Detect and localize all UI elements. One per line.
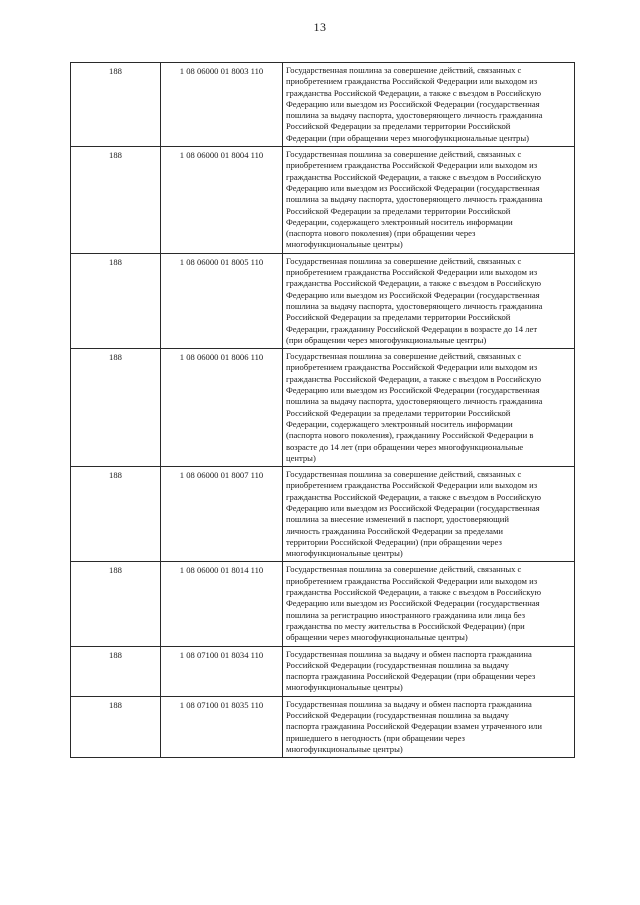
table-row xyxy=(71,562,575,646)
admin-code-cell: 188 xyxy=(71,696,161,757)
budget-code-cell: 1 08 07100 01 8035 110 xyxy=(161,696,283,757)
description-cell: Государственная пошлина за совершение действий, связанных с приобретением гражданства Российской Федерации или выходом из гражданства Российской Федерации, а также с въездом в Российскую Федерацию или выездом из Российской Федерации (государственная пошлина за выдачу паспорта, удостоверяющего личность гражданина Российской Федерации за пределами территории Российской Федерации, содержащего электронный носитель информации (паспорта нового поколения), гражданину Российской Федерации в возрасте до 14 лет (при обращении через многофункциональные центры) xyxy=(283,349,575,467)
admin-code-cell: 188 xyxy=(71,646,161,696)
table-row xyxy=(71,646,575,696)
admin-code-cell: 188 xyxy=(71,63,161,147)
table-row xyxy=(71,253,575,348)
budget-code-cell: 1 08 06000 01 8014 110 xyxy=(161,562,283,646)
table-row xyxy=(71,349,575,467)
description-cell: Государственная пошлина за совершение действий, связанных с приобретением гражданства Российской Федерации или выходом из гражданства Российской Федерации, а также с въездом в Российскую Федерацию или выездом из Российской Федерации (государственная пошлина за выдачу паспорта, удостоверяющего личность гражданина Российской Федерации за пределами территории Российской Федерации, содержащего электронный носитель информации (паспорта нового поколения) (при обращении через многофункциональные центры) xyxy=(283,147,575,254)
budget-code-cell: 1 08 06000 01 8005 110 xyxy=(161,253,283,348)
description-cell: Государственная пошлина за выдачу и обмен паспорта гражданина Российской Федерации (государственная пошлина за выдачу паспорта гражданина Российской Федерации взамен утраченного или пришедшего в негодность (при обращении через многофункциональные центры) xyxy=(283,696,575,757)
admin-code-cell: 188 xyxy=(71,562,161,646)
budget-code-cell: 1 08 06000 01 8007 110 xyxy=(161,467,283,562)
description-cell: Государственная пошлина за совершение действий, связанных с приобретением гражданства Российской Федерации или выходом из гражданства Российской Федерации, а также с въездом в Российскую Федерацию или выездом из Российской Федерации (государственная пошлина за выдачу паспорта, удостоверяющего личность гражданина Российской Федерации за пределами территории Российской Федерации, гражданину Российской Федерации в возрасте до 14 лет (при обращении через многофункциональные центры) xyxy=(283,253,575,348)
admin-code-cell: 188 xyxy=(71,467,161,562)
page-number: 13 xyxy=(313,20,327,34)
budget-code-cell: 1 08 07100 01 8034 110 xyxy=(161,646,283,696)
budget-code-cell: 1 08 06000 01 8003 110 xyxy=(161,63,283,147)
table-row xyxy=(71,147,575,254)
budget-code-cell: 1 08 06000 01 8006 110 xyxy=(161,349,283,467)
admin-code-cell: 188 xyxy=(71,349,161,467)
table-row xyxy=(71,63,575,147)
budget-code-cell: 1 08 06000 01 8004 110 xyxy=(161,147,283,254)
description-cell: Государственная пошлина за выдачу и обмен паспорта гражданина Российской Федерации (государственная пошлина за выдачу паспорта гражданина Российской Федерации (при обращении через многофункциональные центры) xyxy=(283,646,575,696)
description-cell: Государственная пошлина за совершение действий, связанных с приобретением гражданства Российской Федерации или выходом из гражданства Российской Федерации, а также с въездом в Российскую Федерацию или выездом из Российской Федерации (государственная пошлина за выдачу паспорта, удостоверяющего личность гражданина Российской Федерации за пределами территории Российской Федерации (при обращении через многофункциональные центры) xyxy=(283,63,575,147)
table-row xyxy=(71,467,575,562)
admin-code-cell: 188 xyxy=(71,253,161,348)
budget-codes-table xyxy=(70,62,575,758)
description-cell: Государственная пошлина за совершение действий, связанных с приобретением гражданства Российской Федерации или выходом из гражданства Российской Федерации, а также с въездом в Российскую Федерацию или выездом из Российской Федерации (государственная пошлина за регистрацию иностранного гражданина или лица без гражданства по месту жительства в Российской Федерации) (при обращении через многофункциональные центры) xyxy=(283,562,575,646)
description-cell: Государственная пошлина за совершение действий, связанных с приобретением гражданства Российской Федерации или выходом из гражданства Российской Федерации, а также с въездом в Российскую Федерацию или выездом из Российской Федерации (государственная пошлина за внесение изменений в паспорт, удостоверяющий личность гражданина Российской Федерации за пределами территории Российской Федерации) (при обращении через многофункциональные центры) xyxy=(283,467,575,562)
admin-code-cell: 188 xyxy=(71,147,161,254)
table-row xyxy=(71,696,575,757)
